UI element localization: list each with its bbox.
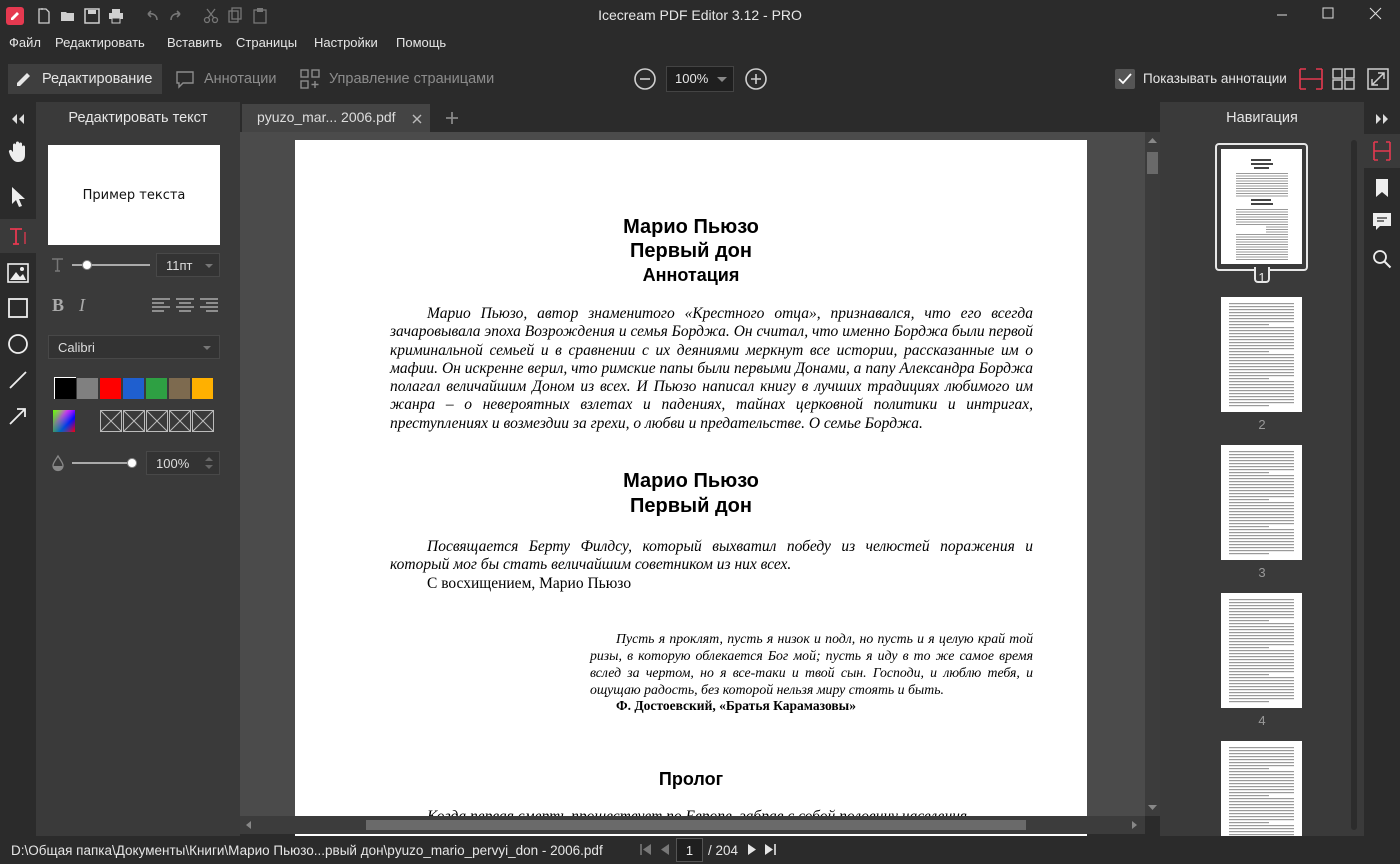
color-picker-icon[interactable] bbox=[53, 410, 75, 432]
title-bar bbox=[0, 0, 1400, 32]
chevron-down-icon bbox=[717, 77, 727, 83]
navigation-scrollbar[interactable] bbox=[1351, 140, 1357, 830]
save-icon[interactable] bbox=[83, 7, 101, 25]
empty-color-slot[interactable] bbox=[146, 410, 168, 432]
preview-text: Пример текста bbox=[82, 187, 186, 203]
page-thumbnail-4[interactable] bbox=[1221, 593, 1302, 708]
tab-title: pyuzo_mar... 2006.pdf bbox=[257, 109, 396, 125]
empty-color-slot[interactable] bbox=[100, 410, 122, 432]
page-thumbnail-1[interactable] bbox=[1221, 149, 1302, 264]
bookmark-icon bbox=[1374, 178, 1390, 198]
document-tab[interactable] bbox=[242, 104, 430, 132]
tool-column bbox=[0, 102, 36, 836]
navigation-title: Навигация bbox=[1226, 110, 1298, 126]
cut-icon[interactable] bbox=[202, 7, 220, 25]
doc-prolog-heading[interactable]: Пролог bbox=[658, 769, 724, 789]
font-family-value: Calibri bbox=[58, 340, 95, 355]
show-annotations-label: Показывать аннотации bbox=[1143, 71, 1287, 86]
opacity-drop-icon bbox=[51, 455, 65, 471]
mode-annotations-label: Аннотации bbox=[204, 71, 277, 87]
menu-help[interactable]: Помощь bbox=[396, 35, 447, 50]
spinner-icon bbox=[205, 456, 213, 470]
checkbox-checked-icon bbox=[1115, 69, 1135, 89]
color-swatch-gray[interactable] bbox=[77, 378, 98, 399]
mode-edit-label: Редактирование bbox=[42, 71, 153, 87]
document-viewport[interactable] bbox=[240, 132, 1145, 816]
font-size-slider-handle[interactable] bbox=[82, 260, 92, 270]
horizontal-scrollbar[interactable] bbox=[240, 816, 1145, 834]
menu-bar bbox=[0, 32, 1400, 56]
zoom-value: 100% bbox=[675, 71, 709, 86]
color-swatch-black[interactable] bbox=[55, 378, 76, 399]
align-left-icon[interactable] bbox=[152, 298, 170, 314]
empty-color-slot[interactable] bbox=[123, 410, 145, 432]
navigation-panel bbox=[1160, 102, 1364, 836]
open-folder-icon[interactable] bbox=[59, 7, 77, 25]
scroll-up-icon[interactable] bbox=[1145, 134, 1160, 148]
page-number-4: 4 bbox=[1258, 713, 1266, 728]
doc-annotation-text[interactable]: Марио Пьюзо, автор знаменитого «Крестного отца», признавался, что его всегда зачаровывала эпоха Возрождения и семья Борджа. Он считал, что именно Борджа были первой криминальной семьей и в сравнении с их деяниями меркнут все истории, рассказанные им о мафии. Он искренне верил, что римские папы были первыми Донами, а папу Александра Борджа полагал величайшим Доном из всех. И Пьюзо написал книгу в лучших традициях любимого им жанра – о невероятных взлетах и падениях, тайнах церковной политики и интригах, преступлениях и возмездии за грехи, о любви и предательстве. О семье Борджа. bbox=[390, 305, 1033, 432]
edit-text-panel bbox=[36, 102, 240, 836]
fit-width-icon bbox=[1298, 67, 1324, 91]
mode-edit-button[interactable] bbox=[8, 64, 162, 94]
zoom-out-button[interactable] bbox=[633, 67, 657, 96]
undo-icon[interactable] bbox=[143, 7, 161, 25]
page-number-2: 2 bbox=[1258, 417, 1266, 432]
copy-icon[interactable] bbox=[226, 7, 244, 25]
color-swatch-blue[interactable] bbox=[123, 378, 144, 399]
opacity-value: 100% bbox=[156, 456, 190, 471]
arrow-tool[interactable] bbox=[0, 399, 36, 433]
window-title: Icecream PDF Editor 3.12 - PRO bbox=[598, 7, 802, 23]
doc-epigraph-source[interactable]: Ф. Достоевский, «Братья Карамазовы» bbox=[616, 698, 856, 713]
mode-pages-label: Управление страницами bbox=[329, 71, 495, 87]
chevron-down-icon bbox=[203, 346, 211, 351]
hand-tool[interactable] bbox=[0, 135, 36, 169]
paste-icon[interactable] bbox=[251, 7, 269, 25]
page-thumbnail-2[interactable] bbox=[1221, 297, 1302, 412]
search-button[interactable] bbox=[1364, 242, 1400, 276]
align-right-icon[interactable] bbox=[200, 298, 218, 314]
empty-color-slot[interactable] bbox=[192, 410, 214, 432]
bold-button[interactable]: B bbox=[52, 295, 65, 315]
collapse-left-panel-button[interactable] bbox=[0, 102, 36, 136]
comments-button[interactable] bbox=[1364, 205, 1400, 239]
doc-book-title[interactable]: Первый дон bbox=[630, 240, 752, 262]
scroll-left-icon[interactable] bbox=[242, 816, 256, 834]
comment-icon bbox=[1372, 212, 1392, 232]
hand-icon bbox=[7, 140, 29, 164]
chevron-down-icon bbox=[205, 264, 213, 269]
menu-settings[interactable]: Настройки bbox=[314, 35, 378, 50]
opacity-input[interactable] bbox=[146, 451, 220, 475]
bookmarks-button[interactable] bbox=[1364, 171, 1400, 205]
menu-insert[interactable]: Вставить bbox=[167, 35, 223, 50]
circle-icon bbox=[7, 333, 29, 355]
double-chevron-left-icon bbox=[11, 114, 25, 124]
font-family-select[interactable] bbox=[48, 335, 220, 359]
text-cursor-icon bbox=[8, 226, 28, 246]
page-thumbnails-icon bbox=[1372, 140, 1392, 162]
select-tool[interactable] bbox=[0, 180, 36, 214]
scroll-down-icon[interactable] bbox=[1145, 800, 1160, 814]
doc-epigraph[interactable]: Пусть я проклят, пусть я низок и подл, но пусть и я целую край той ризы, в которую облекается Бог мой; пусть я иду в то же самое время вслед за чертом, но я все-таки и твой сын. Господи, и люблю тебя, и ощущаю радость, без которой нельзя миру стоять и быть. bbox=[590, 631, 1033, 697]
page-management-icon bbox=[299, 68, 321, 90]
last-page-icon[interactable] bbox=[764, 843, 776, 856]
panel-title: Редактировать текст bbox=[68, 110, 208, 126]
print-icon[interactable] bbox=[107, 7, 125, 25]
two-page-view-button[interactable] bbox=[1331, 67, 1357, 96]
image-icon bbox=[7, 263, 29, 283]
close-tab-icon[interactable] bbox=[412, 114, 422, 124]
page-thumbnail-3[interactable] bbox=[1221, 445, 1302, 560]
image-tool[interactable] bbox=[0, 256, 36, 290]
page-number-1: 1 bbox=[1258, 270, 1266, 285]
opacity-slider-track[interactable] bbox=[72, 462, 134, 464]
double-chevron-right-icon bbox=[1375, 114, 1389, 124]
fullscreen-icon bbox=[1366, 67, 1390, 91]
menu-edit[interactable]: Редактировать bbox=[55, 35, 145, 50]
fit-width-button[interactable] bbox=[1298, 67, 1324, 96]
doc-author-2[interactable]: Марио Пьюзо bbox=[623, 470, 759, 492]
align-center-icon[interactable] bbox=[176, 298, 194, 314]
color-swatch-brown[interactable] bbox=[169, 378, 190, 399]
document-tab-strip bbox=[240, 102, 1160, 132]
doc-book-title-2[interactable]: Первый дон bbox=[630, 495, 752, 517]
empty-color-slot[interactable] bbox=[169, 410, 191, 432]
scroll-right-icon[interactable] bbox=[1127, 816, 1141, 834]
cursor-arrow-icon bbox=[9, 186, 27, 208]
vertical-scroll-thumb[interactable] bbox=[1147, 152, 1158, 174]
zoom-out-icon bbox=[633, 67, 657, 91]
maximize-button[interactable] bbox=[1305, 0, 1351, 30]
vertical-scrollbar[interactable] bbox=[1145, 132, 1160, 816]
right-icon-column bbox=[1364, 102, 1400, 836]
italic-button[interactable]: I bbox=[79, 295, 85, 315]
color-swatch-red[interactable] bbox=[100, 378, 121, 399]
line-tool[interactable] bbox=[0, 363, 36, 397]
fullscreen-button[interactable] bbox=[1366, 67, 1390, 96]
app-logo-icon bbox=[6, 7, 24, 25]
previous-page-icon[interactable] bbox=[660, 843, 670, 856]
text-tool[interactable] bbox=[0, 219, 36, 253]
redo-icon[interactable] bbox=[167, 7, 185, 25]
file-path: D:\Общая папка\Документы\Книги\Марио Пьюзо...рвый дон\pyuzo_mario_pervyi_don - 2006.pdf bbox=[11, 843, 603, 858]
doc-annotation-heading[interactable]: Аннотация bbox=[642, 265, 740, 285]
add-tab-icon[interactable] bbox=[445, 111, 459, 125]
next-page-icon[interactable] bbox=[747, 843, 757, 856]
doc-admiration[interactable]: С восхищением, Марио Пьюзо bbox=[427, 575, 632, 592]
show-annotations-checkbox[interactable] bbox=[1115, 69, 1135, 94]
page-number-3: 3 bbox=[1258, 565, 1266, 580]
zoom-select[interactable] bbox=[666, 66, 734, 92]
comment-icon bbox=[174, 69, 196, 89]
zoom-in-icon bbox=[744, 67, 768, 91]
mode-pages-button[interactable] bbox=[293, 64, 500, 94]
close-button[interactable] bbox=[1352, 0, 1398, 30]
new-document-icon[interactable] bbox=[35, 7, 53, 25]
pdf-page[interactable] bbox=[295, 140, 1087, 840]
collapse-right-panel-button[interactable] bbox=[1364, 102, 1400, 136]
color-swatch-orange[interactable] bbox=[192, 378, 213, 399]
ellipse-tool[interactable] bbox=[0, 327, 36, 361]
first-page-icon[interactable] bbox=[640, 843, 652, 856]
font-size-select[interactable] bbox=[156, 253, 220, 277]
line-icon bbox=[8, 370, 28, 390]
rectangle-tool[interactable] bbox=[0, 291, 36, 325]
menu-pages[interactable]: Страницы bbox=[236, 35, 298, 50]
opacity-slider-handle[interactable] bbox=[127, 458, 137, 468]
doc-author[interactable]: Марио Пьюзо bbox=[623, 216, 759, 238]
mode-annotations-button[interactable] bbox=[168, 64, 282, 94]
current-page: 1 bbox=[685, 843, 694, 858]
doc-dedication[interactable]: Посвящается Берту Филдсу, который выхватил победу из челюстей поражения и который мог бы стать величайшим советником из них всех. bbox=[390, 538, 1033, 574]
thumbnails-button[interactable] bbox=[1364, 134, 1400, 168]
text-preview bbox=[48, 145, 220, 245]
zoom-in-button[interactable] bbox=[744, 67, 768, 96]
pencil-icon bbox=[14, 69, 34, 89]
menu-file[interactable]: Файл bbox=[9, 35, 41, 50]
rectangle-icon bbox=[8, 298, 28, 318]
color-swatch-green[interactable] bbox=[146, 378, 167, 399]
font-size-icon bbox=[50, 257, 66, 273]
page-number-input[interactable] bbox=[676, 838, 703, 862]
font-size-value: 11пт bbox=[166, 258, 193, 273]
arrow-icon bbox=[8, 406, 28, 426]
search-icon bbox=[1372, 249, 1392, 269]
total-pages: / 204 bbox=[708, 843, 739, 858]
horizontal-scroll-thumb[interactable] bbox=[366, 820, 1026, 830]
minimize-button[interactable] bbox=[1259, 0, 1305, 30]
grid-view-icon bbox=[1331, 67, 1357, 91]
